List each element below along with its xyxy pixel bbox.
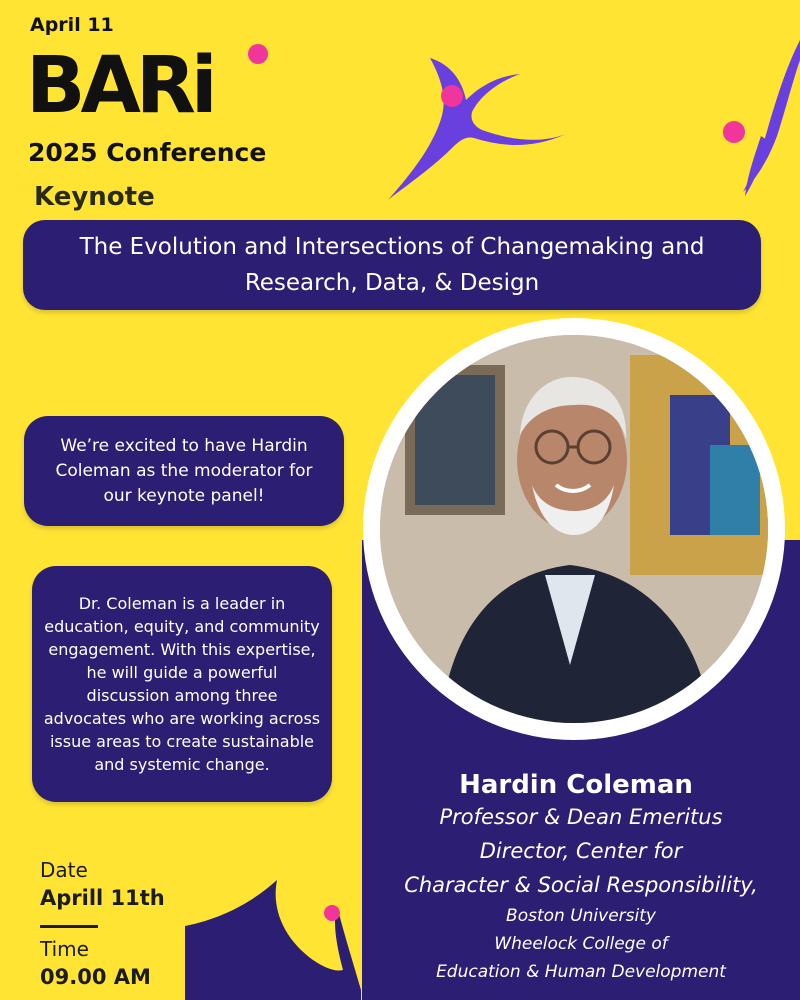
speaker-name: Hardin Coleman bbox=[459, 770, 693, 800]
speaker-photo bbox=[380, 335, 768, 723]
speaker-affil-3: Education & Human Development bbox=[436, 962, 726, 982]
speaker-title-1: Professor & Dean Emeritus bbox=[439, 805, 723, 829]
time-value: 09.00 AM bbox=[40, 965, 151, 989]
intro-text: We’re excited to have Hardin Coleman as the moderator for our keynote panel! bbox=[55, 435, 313, 506]
date-value: Aprill 11th bbox=[40, 886, 165, 910]
speaker-details bbox=[362, 770, 800, 986]
speaker-affil-1: Boston University bbox=[506, 906, 656, 926]
speaker-affil-2: Wheelock College of bbox=[494, 934, 668, 954]
leaping-figure-icon bbox=[715, 40, 800, 200]
bio-text: Dr. Coleman is a leader in education, equity, and community engagement. With this expertise, he will guide a powerful discussion among three advocates who are working across issue areas to create sustainable and systemic change. bbox=[43, 594, 321, 774]
speaker-title-2: Director, Center for bbox=[479, 839, 683, 863]
talk-title-box bbox=[23, 220, 761, 310]
date-label: Date bbox=[40, 858, 88, 882]
event-date-top: April 11 bbox=[30, 14, 114, 36]
schedule-divider bbox=[40, 925, 98, 928]
speaker-title-3: Character & Social Responsibility, bbox=[404, 873, 758, 897]
bari-logo: BARi bbox=[26, 41, 213, 131]
bio-bubble bbox=[32, 566, 332, 802]
logo-dot bbox=[248, 44, 268, 64]
dancer-figure-icon bbox=[370, 40, 580, 210]
intro-bubble bbox=[24, 416, 344, 526]
reclining-figure-icon bbox=[185, 860, 365, 1000]
talk-title: The Evolution and Intersections of Changemaking and Research, Data, & Design bbox=[79, 234, 705, 296]
conference-line: 2025 Conference bbox=[28, 138, 267, 167]
time-label: Time bbox=[40, 937, 89, 961]
keynote-label: Keynote bbox=[34, 182, 155, 212]
